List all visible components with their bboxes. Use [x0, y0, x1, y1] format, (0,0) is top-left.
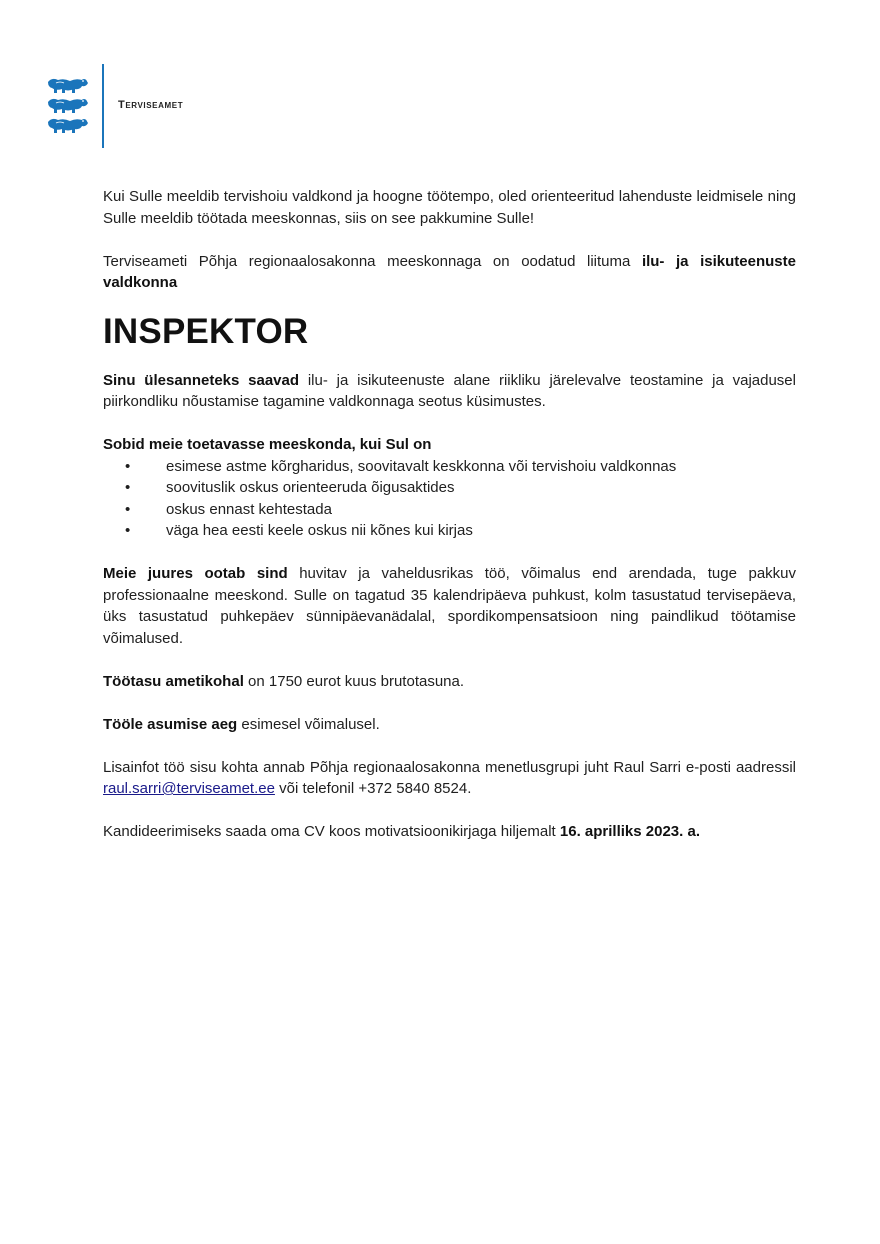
requirement-text: oskus ennast kehtestada — [166, 500, 332, 518]
requirement-text: väga hea eesti keele oskus nii kõnes kui kirjas — [166, 522, 473, 539]
salary-paragraph — [103, 671, 796, 693]
duties-text: ilu- ja isikuteenuste alane riikliku järelevalve teostamine ja vajadusel piirkondliku nõustamise tagamine valdkonnaga seotus küsimustes. — [103, 371, 796, 410]
requirement-text: soovituslik oskus orienteeruda õigusaktides — [166, 479, 455, 496]
bullet-icon: • — [125, 457, 131, 475]
header-divider — [102, 64, 104, 148]
invite-field: ilu- ja isikuteenuste valdkonna — [103, 252, 796, 291]
salary-text: on 1750 eurot kuus brutotasuna. — [243, 672, 465, 690]
contact-text: Lisainfot töö sisu kohta annab Põhja regionaalosakonna menetlusgrupi juht Raul Sarri e-posti aadressil — [103, 758, 796, 776]
requirement-text: esimese astme kõrgharidus, soovitavalt keskkonna või tervishoiu valdkonnas — [166, 457, 677, 475]
bullet-icon: • — [125, 522, 131, 539]
three-lions-coat-of-arms-icon — [46, 76, 90, 136]
offer-paragraph — [103, 563, 796, 649]
contact-email-link[interactable]: raul.sarri@terviseamet.ee — [103, 780, 275, 797]
invite-paragraph — [103, 251, 796, 294]
list-item — [103, 456, 796, 478]
job-title: INSPEKTOR — [103, 311, 309, 351]
intro-paragraph: Kui Sulle meeldib tervishoiu valdkond ja hoogne töötempo, oled orienteeritud lahenduste leidmisele ning Sulle meeldib töötada meeskonnas, siis on see pakkumine Sulle! — [103, 188, 796, 227]
requirements-list — [103, 456, 796, 542]
contact-phone-text: või telefonil +372 5840 8524. — [274, 780, 472, 797]
start-lead: Tööle asumise aeg — [103, 715, 238, 733]
duties-lead: Sinu ülesanneteks saavad — [103, 371, 300, 389]
invite-text: Terviseameti Põhja regionaalosakonna meeskonnaga on oodatud liituma — [103, 252, 642, 270]
contact-paragraph — [103, 757, 796, 800]
list-item — [103, 520, 796, 542]
bullet-icon: • — [125, 500, 131, 518]
offer-lead: Meie juures ootab sind — [103, 565, 288, 582]
duties-paragraph — [103, 370, 796, 413]
start-text: esimesel võimalusel. — [237, 715, 380, 733]
list-item — [103, 499, 796, 521]
offer-text: huvitav ja vaheldusrikas töö, võimalus end arendada, tuge pakkuv professionaalne meeskond. Sulle on tagatud 35 kalendripäeva puhkust, kolm tasustatud tervisepäeva, üks tasustatud puhkepäev sünnipäevanädalal, spordikompensatsioon ning paindlikud töötamise võimalused. — [103, 565, 797, 647]
job-ad-body — [103, 186, 796, 843]
bullet-icon: • — [125, 479, 131, 496]
apply-text: Kandideerimiseks saada oma CV koos motivatsioonikirjaga hiljemalt — [103, 823, 560, 840]
requirements-heading: Sobid meie toetavasse meeskonda, kui Sul on — [103, 436, 432, 453]
organization-name: Terviseamet — [118, 99, 184, 111]
start-paragraph — [103, 714, 796, 736]
apply-paragraph — [103, 821, 796, 843]
apply-deadline: 16. aprilliks 2023. a. — [559, 823, 700, 840]
list-item — [103, 477, 796, 499]
salary-lead: Töötasu ametikohal — [103, 672, 244, 690]
